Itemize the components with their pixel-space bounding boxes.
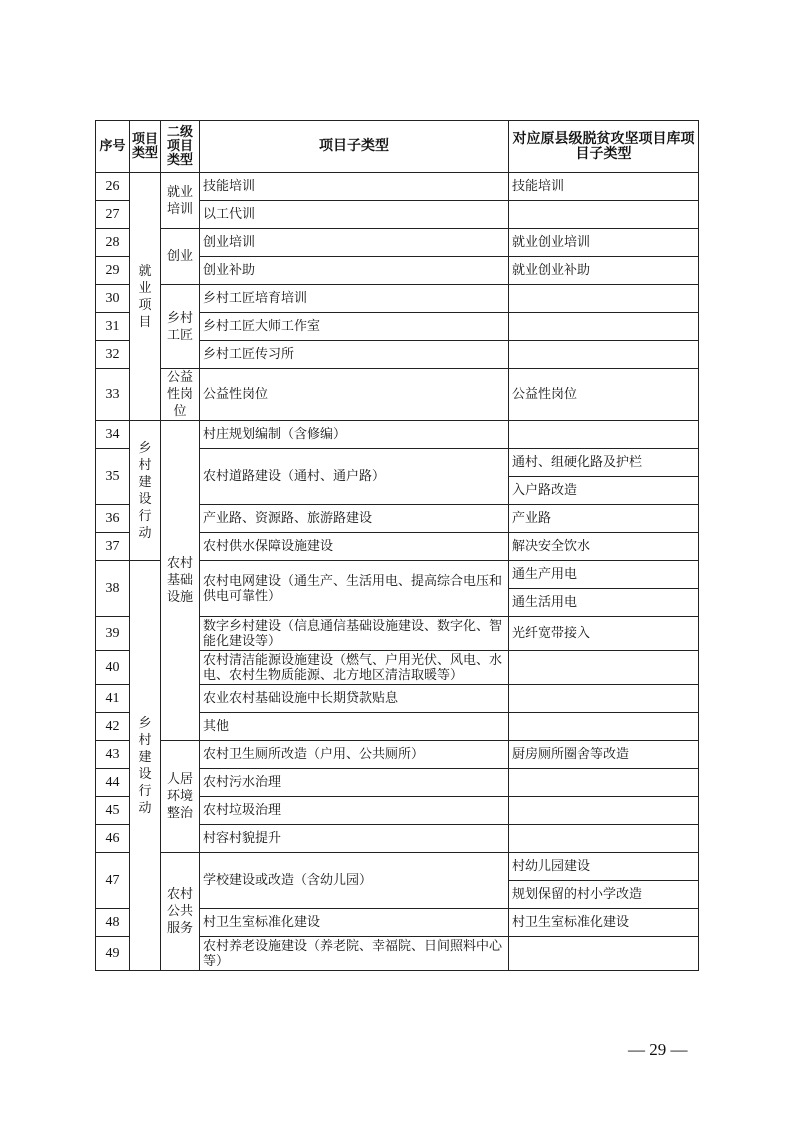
subtype-cell: 学校建设或改造（含幼儿园） <box>200 853 509 909</box>
mapping-cell: 通生活用电 <box>509 589 699 617</box>
subtype-cell: 以工代训 <box>200 201 509 229</box>
mapping-cell <box>509 797 699 825</box>
row-number: 27 <box>96 201 130 229</box>
project-type-table <box>95 120 699 971</box>
subtype-cell: 创业补助 <box>200 257 509 285</box>
row-number: 45 <box>96 797 130 825</box>
row-number: 32 <box>96 341 130 369</box>
row-number: 31 <box>96 313 130 341</box>
row-number: 42 <box>96 713 130 741</box>
subtype-cell: 其他 <box>200 713 509 741</box>
mapping-cell: 技能培训 <box>509 173 699 201</box>
mapping-cell <box>509 285 699 313</box>
mapping-cell <box>509 313 699 341</box>
table-row <box>96 421 699 449</box>
level2-cell: 农村基础设施 <box>161 421 200 741</box>
mapping-cell: 规划保留的村小学改造 <box>509 881 699 909</box>
mapping-cell: 村幼儿园建设 <box>509 853 699 881</box>
subtype-cell: 农村道路建设（通村、通户路） <box>200 449 509 505</box>
subtype-cell: 乡村工匠培育培训 <box>200 285 509 313</box>
subtype-cell: 乡村工匠大师工作室 <box>200 313 509 341</box>
header-subtype: 项目子类型 <box>200 121 509 173</box>
subtype-cell: 农村垃圾治理 <box>200 797 509 825</box>
mapping-cell: 村卫生室标准化建设 <box>509 909 699 937</box>
subtype-cell: 公益性岗位 <box>200 369 509 421</box>
subtype-cell: 农村清洁能源设施建设（燃气、户用光伏、风电、水电、农村生物质能源、北方地区清洁取暖等） <box>200 651 509 685</box>
mapping-cell <box>509 937 699 971</box>
mapping-cell: 产业路 <box>509 505 699 533</box>
subtype-cell: 农业农村基础设施中长期贷款贴息 <box>200 685 509 713</box>
subtype-cell: 村庄规划编制（含修编） <box>200 421 509 449</box>
mapping-cell: 解决安全饮水 <box>509 533 699 561</box>
row-number: 39 <box>96 617 130 651</box>
level2-cell: 人居环境整治 <box>161 741 200 853</box>
row-number: 41 <box>96 685 130 713</box>
level2-cell: 创业 <box>161 229 200 285</box>
page-number: — 29 — <box>628 1040 688 1059</box>
mapping-cell: 公益性岗位 <box>509 369 699 421</box>
mapping-cell <box>509 421 699 449</box>
mapping-cell: 就业创业补助 <box>509 257 699 285</box>
level2-cell: 公益性岗位 <box>161 369 200 421</box>
subtype-cell: 数字乡村建设（信息通信基础设施建设、数字化、智能化建设等） <box>200 617 509 651</box>
subtype-cell: 村卫生室标准化建设 <box>200 909 509 937</box>
row-number: 37 <box>96 533 130 561</box>
mapping-cell <box>509 685 699 713</box>
row-number: 49 <box>96 937 130 971</box>
level2-cell: 就业培训 <box>161 173 200 229</box>
table-row <box>96 285 699 313</box>
table-row <box>96 229 699 257</box>
header-level2: 二级项目类型 <box>161 121 200 173</box>
mapping-cell <box>509 825 699 853</box>
row-number: 46 <box>96 825 130 853</box>
row-number: 29 <box>96 257 130 285</box>
row-number: 38 <box>96 561 130 617</box>
row-number: 48 <box>96 909 130 937</box>
mapping-cell: 通生产用电 <box>509 561 699 589</box>
row-number: 30 <box>96 285 130 313</box>
mapping-cell: 通村、组硬化路及护栏 <box>509 449 699 477</box>
level2-cell: 乡村工匠 <box>161 285 200 369</box>
row-number: 47 <box>96 853 130 909</box>
category-cell: 乡村建设行动 <box>130 561 161 971</box>
subtype-cell: 农村卫生厕所改造（户用、公共厕所） <box>200 741 509 769</box>
row-number: 40 <box>96 651 130 685</box>
row-number: 28 <box>96 229 130 257</box>
mapping-cell: 光纤宽带接入 <box>509 617 699 651</box>
mapping-cell: 厨房厕所圈舍等改造 <box>509 741 699 769</box>
subtype-cell: 农村污水治理 <box>200 769 509 797</box>
table-header-row <box>96 121 699 173</box>
table-row <box>96 173 699 201</box>
subtype-cell: 农村养老设施建设（养老院、幸福院、日间照料中心等） <box>200 937 509 971</box>
mapping-cell <box>509 713 699 741</box>
header-type: 项目类型 <box>130 121 161 173</box>
mapping-cell <box>509 651 699 685</box>
level2-cell: 农村公共服务 <box>161 853 200 971</box>
table-row <box>96 853 699 881</box>
row-number: 43 <box>96 741 130 769</box>
subtype-cell: 农村电网建设（通生产、生活用电、提高综合电压和供电可靠性） <box>200 561 509 617</box>
mapping-cell: 入户路改造 <box>509 477 699 505</box>
category-cell: 乡村建设行动 <box>130 421 161 561</box>
mapping-cell: 就业创业培训 <box>509 229 699 257</box>
subtype-cell: 产业路、资源路、旅游路建设 <box>200 505 509 533</box>
mapping-cell <box>509 201 699 229</box>
subtype-cell: 创业培训 <box>200 229 509 257</box>
header-mapping: 对应原县级脱贫攻坚项目库项目子类型 <box>509 121 699 173</box>
row-number: 34 <box>96 421 130 449</box>
mapping-cell <box>509 341 699 369</box>
category-cell: 就业项目 <box>130 173 161 421</box>
subtype-cell: 技能培训 <box>200 173 509 201</box>
table-row <box>96 369 699 421</box>
mapping-cell <box>509 769 699 797</box>
header-no: 序号 <box>96 121 130 173</box>
row-number: 33 <box>96 369 130 421</box>
table-row <box>96 741 699 769</box>
row-number: 26 <box>96 173 130 201</box>
subtype-cell: 农村供水保障设施建设 <box>200 533 509 561</box>
row-number: 35 <box>96 449 130 505</box>
subtype-cell: 乡村工匠传习所 <box>200 341 509 369</box>
row-number: 36 <box>96 505 130 533</box>
row-number: 44 <box>96 769 130 797</box>
subtype-cell: 村容村貌提升 <box>200 825 509 853</box>
